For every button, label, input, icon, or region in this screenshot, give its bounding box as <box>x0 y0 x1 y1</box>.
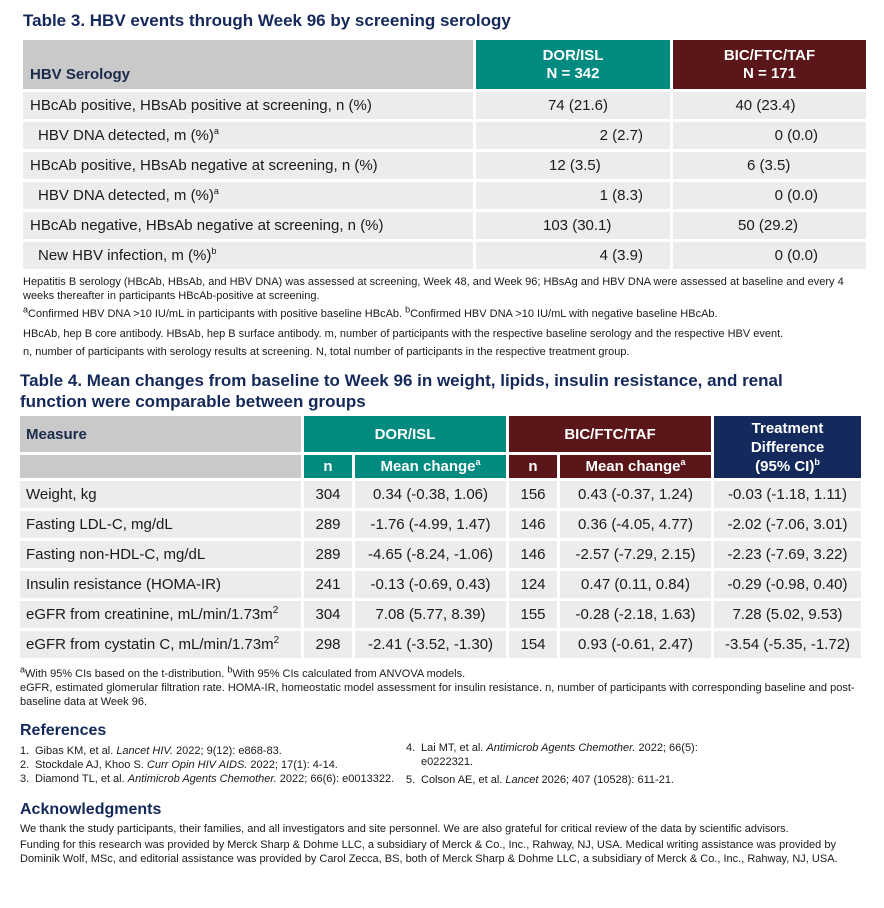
dor-value: 1 (8.3) <box>473 179 670 209</box>
dor-value: 2 (2.7) <box>473 119 670 149</box>
footnote-marker: b <box>405 304 411 315</box>
table4-footnote-ci <box>20 664 860 681</box>
dor-n: 304 <box>301 478 352 508</box>
row-label-text: eGFR from creatinine, mL/min/1.73m <box>26 606 273 623</box>
table4-title: Table 4. Mean changes from baseline to Week 96 in weight, lipids, insulin resistance, and renal function were comparable between groups <box>20 371 783 411</box>
dor-n: 298 <box>301 628 352 658</box>
footnote-marker: a <box>23 304 29 315</box>
dor-value: 74 (21.6) <box>473 89 670 119</box>
row-label <box>23 179 473 209</box>
table3-footnote-serology: Hepatitis B serology (HBcAb, HBsAb, and HBV DNA) was assessed at screening, Week 48, and Week 96; HBsAg and HBV DNA were assessed at baseline and every 4 weeks thereafter in participants HBcAb-positive at screening. <box>23 276 844 302</box>
acknowledgments-funding: Funding for this research was provided by Merck Sharp & Dohme LLC, a subsidiary of Merck & Co., Inc., Rahway, NJ, USA. Medical writing assistance was provided by Dominik Wolf, MSc, and editorial assistance was provided by Carol Zecca, BS, both of Merck Sharp & Dohme LLC, a subsidiary of Merck & Co., Inc., Rahway, NJ, USA. <box>20 839 838 865</box>
table3-header-bic-name: BIC/FTC/TAF <box>723 47 816 64</box>
row-label: Fasting non-HDL-C, mg/dL <box>20 538 301 568</box>
table4-header-dor-mean <box>352 452 506 478</box>
bic-value: 0 (0.0) <box>670 179 866 209</box>
footnote-marker: a <box>680 457 686 467</box>
table-row <box>23 149 866 179</box>
bic-value: 0 (0.0) <box>670 239 866 269</box>
table3 <box>23 40 866 269</box>
bic-value: 6 (3.5) <box>670 149 866 179</box>
reference-item <box>20 758 410 772</box>
table-row <box>23 119 866 149</box>
reference-item <box>406 741 706 769</box>
footnote-marker: a <box>213 186 219 196</box>
footnote-text: With 95% CIs calculated from ANVOVA models. <box>232 668 466 680</box>
bic-n: 154 <box>506 628 557 658</box>
table3-footnote-definitions <box>23 304 863 321</box>
reference-authors: Lai MT, et al. <box>421 742 487 754</box>
table3-footnote-n: n, number of participants with serology results at screening. N, total number of participants in the respective treatment group. <box>23 346 630 358</box>
reference-journal: Curr Opin HIV AIDS. <box>146 759 248 771</box>
table-row <box>20 478 861 508</box>
table4-footnote-abbreviations: eGFR, estimated glomerular filtration rate. HOMA-IR, homeostatic model assessment for insulin resistance. n, number of participants with corresponding baseline and post-baseline data at Week 96. <box>20 682 855 708</box>
difference: -2.23 (-7.69, 3.22) <box>711 538 861 568</box>
dor-mean: -4.65 (-8.24, -1.06) <box>352 538 506 568</box>
row-label <box>20 598 301 628</box>
reference-details: 2026; 407 (10528): 611-21. <box>538 774 674 786</box>
reference-item <box>406 773 786 787</box>
bic-n: 156 <box>506 478 557 508</box>
bic-mean: 0.43 (-0.37, 1.24) <box>557 478 711 508</box>
difference: -0.29 (-0.98, 0.40) <box>711 568 861 598</box>
footnote-marker: a <box>20 664 26 675</box>
table3-header-dor-name: DOR/ISL <box>542 47 604 64</box>
bic-mean: 0.93 (-0.61, 2.47) <box>557 628 711 658</box>
table-row <box>23 179 866 209</box>
reference-authors: Gibas KM, et al. <box>35 745 117 757</box>
dor-n: 289 <box>301 508 352 538</box>
superscript: 2 <box>273 635 280 646</box>
reference-details: 2022; 66(6): e0013322. <box>276 773 395 785</box>
table-row <box>20 538 861 568</box>
reference-item <box>20 772 410 786</box>
reference-authors: Stockdale AJ, Khoo S. <box>35 759 147 771</box>
dor-value: 103 (30.1) <box>473 209 670 239</box>
dor-n: 289 <box>301 538 352 568</box>
reference-number: 3. <box>20 773 30 785</box>
row-label-text: eGFR from cystatin C, mL/min/1.73m <box>26 636 274 653</box>
reference-details: 2022; 17(1): 4-14. <box>247 759 338 771</box>
reference-item <box>20 744 410 758</box>
row-label: Insulin resistance (HOMA-IR) <box>20 568 301 598</box>
reference-details: 2022; 9(12): e868-83. <box>172 745 282 757</box>
reference-journal: Antimicrob Agents Chemother. <box>127 773 277 785</box>
table3-header-serology: HBV Serology <box>23 40 473 89</box>
dor-mean: -0.13 (-0.69, 0.43) <box>352 568 506 598</box>
table-row <box>20 598 861 628</box>
table-row <box>20 508 861 538</box>
table-row <box>23 89 866 119</box>
header-line: Difference <box>750 438 825 456</box>
footnote-marker: a <box>475 457 481 467</box>
reference-journal: Lancet HIV. <box>116 745 173 757</box>
table4-header-bic-mean <box>557 452 711 478</box>
row-label <box>20 628 301 658</box>
references-list-right <box>406 741 786 787</box>
table3-title: Table 3. HBV events through Week 96 by screening serology <box>23 11 511 30</box>
header-ci: (95% CI) <box>755 457 815 475</box>
dor-mean: -1.76 (-4.99, 1.47) <box>352 508 506 538</box>
bic-mean: 0.47 (0.11, 0.84) <box>557 568 711 598</box>
reference-number: 2. <box>20 759 30 771</box>
table3-header-bic <box>670 40 866 89</box>
row-label: HBcAb negative, HBsAb negative at screening, n (%) <box>23 209 473 239</box>
difference: -3.54 (-5.35, -1.72) <box>711 628 861 658</box>
dor-value: 12 (3.5) <box>473 149 670 179</box>
bic-value: 40 (23.4) <box>670 89 866 119</box>
footnote-marker: b <box>227 664 233 675</box>
bic-n: 124 <box>506 568 557 598</box>
row-label: Fasting LDL-C, mg/dL <box>20 508 301 538</box>
reference-journal: Lancet <box>505 774 539 786</box>
reference-number: 4. <box>406 742 416 754</box>
table4-header-measure: Measure <box>20 416 301 452</box>
reference-authors: Diamond TL, et al. <box>35 773 128 785</box>
table3-footnote-abbreviations: HBcAb, hep B core antibody. HBsAb, hep B surface antibody. m, number of participants with the respective baseline serology and the respective HBV event. <box>23 328 784 340</box>
row-label: HBcAb positive, HBsAb positive at screening, n (%) <box>23 89 473 119</box>
table3-header-dor-n: N = 342 <box>546 65 600 82</box>
table-row <box>20 628 861 658</box>
footnote-text: Confirmed HBV DNA >10 IU/mL in participants with positive baseline HBcAb. <box>28 308 406 320</box>
reference-journal: Antimicrob Agents Chemother. <box>486 742 636 754</box>
table-row <box>20 568 861 598</box>
table4-header-dor-n: n <box>301 452 352 478</box>
row-label-text: New HBV infection, m (%) <box>38 247 212 264</box>
bic-mean: -2.57 (-7.29, 2.15) <box>557 538 711 568</box>
table4-header-dor: DOR/ISL <box>301 416 506 452</box>
footnote-marker: a <box>213 126 219 136</box>
reference-authors: Colson AE, et al. <box>421 774 506 786</box>
header-line <box>714 457 861 476</box>
reference-details: 2022; 66(5): e0222321. <box>421 742 698 768</box>
bic-n: 146 <box>506 538 557 568</box>
acknowledgments-thanks: We thank the study participants, their families, and all investigators and site personnel. We are also grateful for critical review of the data by scientific advisors. <box>20 823 789 835</box>
table4-header-bic: BIC/FTC/TAF <box>506 416 711 452</box>
row-label-text: HBV DNA detected, m (%) <box>38 187 214 204</box>
header-line: Treatment <box>751 419 824 437</box>
dor-mean: 7.08 (5.77, 8.39) <box>352 598 506 628</box>
table-row <box>23 239 866 269</box>
reference-number: 1. <box>20 745 30 757</box>
row-label: Weight, kg <box>20 478 301 508</box>
table4-header-blank <box>20 452 301 478</box>
bic-n: 146 <box>506 508 557 538</box>
references-title: References <box>20 722 107 739</box>
dor-n: 241 <box>301 568 352 598</box>
table4 <box>20 416 861 658</box>
bic-mean: -0.28 (-2.18, 1.63) <box>557 598 711 628</box>
footnote-text: Confirmed HBV DNA >10 IU/mL with negative baseline HBcAb. <box>410 308 718 320</box>
table3-header-bic-n: N = 171 <box>743 65 796 82</box>
table3-header-dor <box>473 40 670 89</box>
bic-value: 0 (0.0) <box>670 119 866 149</box>
difference: -0.03 (-1.18, 1.11) <box>711 478 861 508</box>
bic-n: 155 <box>506 598 557 628</box>
row-label <box>23 119 473 149</box>
table4-header-bic-n: n <box>506 452 557 478</box>
reference-number: 5. <box>406 774 416 786</box>
difference: 7.28 (5.02, 9.53) <box>711 598 861 628</box>
footnote-text: With 95% CIs based on the t-distribution. <box>25 668 228 680</box>
dor-n: 304 <box>301 598 352 628</box>
references-list-left <box>20 744 410 786</box>
bic-mean: 0.36 (-4.05, 4.77) <box>557 508 711 538</box>
footnote-marker: b <box>211 246 217 256</box>
row-label <box>23 239 473 269</box>
header-mean-text: Mean change <box>585 458 681 475</box>
footnote-marker: b <box>814 456 820 467</box>
difference: -2.02 (-7.06, 3.01) <box>711 508 861 538</box>
bic-value: 50 (29.2) <box>670 209 866 239</box>
row-label-text: HBV DNA detected, m (%) <box>38 127 214 144</box>
row-label: HBcAb positive, HBsAb negative at screening, n (%) <box>23 149 473 179</box>
dor-value: 4 (3.9) <box>473 239 670 269</box>
dor-mean: 0.34 (-0.38, 1.06) <box>352 478 506 508</box>
superscript: 2 <box>272 605 279 616</box>
dor-mean: -2.41 (-3.52, -1.30) <box>352 628 506 658</box>
header-mean-text: Mean change <box>380 458 476 475</box>
acknowledgments-title: Acknowledgments <box>20 801 162 818</box>
table-row <box>23 209 866 239</box>
table4-header-treatment-difference <box>711 416 861 478</box>
